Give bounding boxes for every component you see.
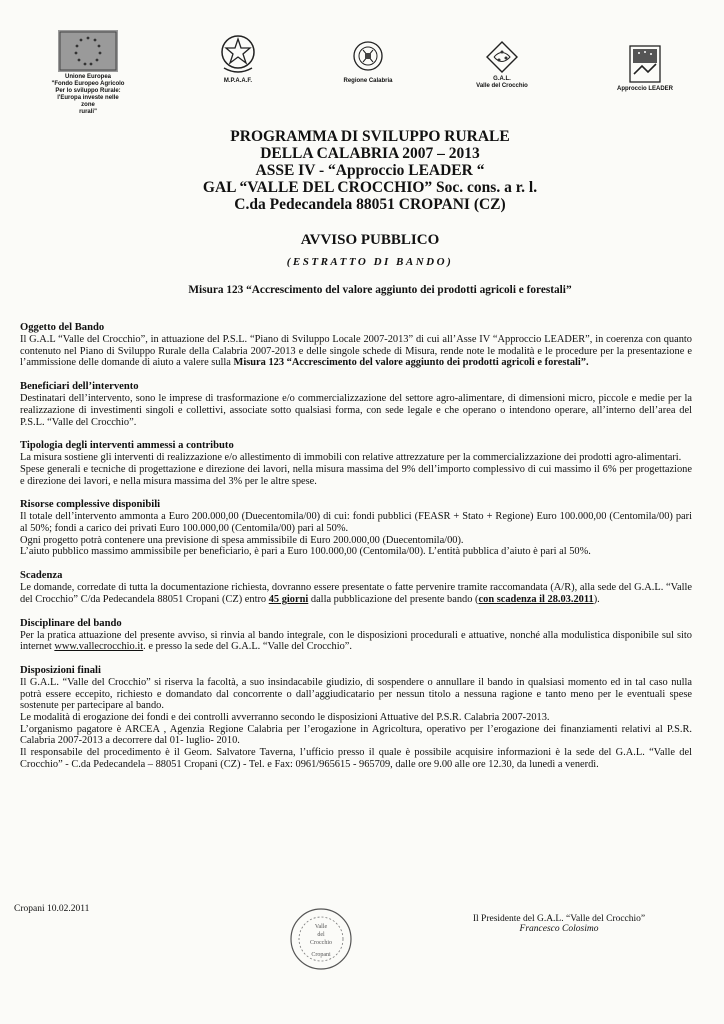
section-text: Spese generali e tecniche di progettazione e direzione dei lavori, nella misura massima del 9% dell’importo complessivo di cui massimo il 6% per progettazione e direzione dei lavori, e nella misura massima del 3% per le altre spese. — [20, 463, 692, 487]
title-line-5: C.da Pedecandela 88051 CROPANI (CZ) — [234, 196, 506, 213]
eu-flag-icon — [58, 30, 118, 72]
mipaaf-caption: M.P.A.A.F. — [223, 78, 253, 84]
leader-logo-icon — [628, 44, 662, 84]
section-tipologia — [20, 440, 692, 487]
section-disciplinare — [20, 618, 692, 653]
stamp-text-4: Cropani — [311, 952, 331, 958]
stamp-text-1: Valle — [314, 924, 328, 930]
eu-flag-logo — [50, 30, 126, 116]
title-block — [140, 128, 600, 213]
gal-caption-1: G.A.L. — [493, 76, 511, 82]
section-text: Destinatari dell’intervento, sono le imprese di trasformazione e/o commercializzazione del settore agro-alimentare, di dimensioni micro, piccole e medie per la realizzazione di investimenti singoli e collettivi, associate sotto qualsiasi forma, con sede legale e che operano o intendono operare, all’interno dell’area del P.S.L. “Valle del Crocchio”. — [20, 393, 692, 428]
section-heading: Scadenza — [20, 570, 63, 582]
section-beneficiari — [20, 381, 692, 428]
section-text — [20, 630, 692, 653]
title-line-3: ASSE IV - “Approccio LEADER “ — [255, 162, 485, 179]
regione-calabria-logo — [338, 36, 398, 85]
document-body — [20, 322, 692, 783]
section-text: Il responsabile del procedimento è il Geom. Salvatore Taverna, l’ufficio presso il quale è possibile acquisire informazioni è la sede del G.A.L. “Valle del Crocchio” - C.da Pedecandela – 88051 Cropani (CZ) - Tel. e Fax: 0961/965615 - 965709, dalle ore 9.00 alle ore 12.30, da lunedì a venerdì. — [20, 747, 692, 770]
section-text: Ogni progetto potrà contenere una previsione di spesa ammissibile di Euro 200.000,00 (Duecentomila/00). — [20, 534, 464, 546]
mipaaf-logo — [208, 30, 268, 85]
section-text: L’aiuto pubblico massimo ammissibile per beneficiario, è pari a Euro 100.000,00 (Centomila/00). L’entità pubblica d’aiuto è pari al 50%. — [20, 546, 591, 558]
section-heading: Oggetto del Bando — [20, 322, 105, 333]
scadenza-text-2: dalla pubblicazione del presente bando ( — [308, 593, 479, 605]
section-text: L’organismo pagatore è ARCEA , Agenzia Regione Calabria per l’erogazione in Agricoltura, operativo per l’erogazione dei finanziamenti relativi al P.S.R. Calabria 2007-2013 a decorrere dal 01- luglio- 2010. — [20, 723, 692, 747]
disciplinare-text-1: Per la pratica attuazione del presente avviso, si rinvia al bando integrale, con le disposizioni procedurali e attuative, nonché alla modulistica disponibile sul sito internet — [20, 629, 692, 653]
title-line-1: PROGRAMMA DI SVILUPPO RURALE — [230, 128, 510, 145]
eu-logo-caption-1: Unione Europea — [64, 74, 111, 80]
section-text: Il totale dell’intervento ammonta a Euro 200.000,00 (Duecentomila/00) di cui: fondi pubblici (FEASR + Stato + Regione) Euro 100.000,00 (Centomila/00) pari al 50%; fondi a carico dei privati Euro 100.000,00 (Centomila/00) pari al 50%. — [20, 511, 692, 535]
scadenza-data: con scadenza il 28.03.2011 — [478, 593, 594, 605]
regione-calabria-caption: Regione Calabria — [343, 78, 393, 84]
website-link[interactable]: www.vallecrocchio.it — [54, 641, 144, 653]
section-text: Le modalità di erogazione dei fondi e dei controlli avverranno secondo le disposizioni Attuative del P.S.R. Calabria 2007-2013. — [20, 712, 550, 724]
section-heading: Disciplinare del bando — [20, 617, 122, 629]
section-heading: Disposizioni finali — [20, 664, 101, 676]
signature-title: Il Presidente del G.A.L. “Valle del Crocchio” — [472, 914, 646, 924]
eu-logo-caption-2: "Fondo Europeo Agricolo — [51, 81, 125, 87]
leader-logo — [612, 44, 678, 93]
gal-valle-crocchio-logo-icon — [485, 40, 519, 74]
stamp-text-3: Crocchio — [310, 940, 332, 946]
leader-caption: Approccio LEADER — [616, 86, 673, 92]
signature-name: Francesco Colosimo — [519, 924, 599, 934]
section-text: Il G.A.L. “Valle del Crocchio” si riserva la facoltà, a suo insindacabile giudizio, di sospendere o annullare il bando in qualsiasi momento ed in tal caso nulla potrà essere eccepito, richiesto e domandato dal concorrente o dall’aggiudicatario per nessun titolo a nessuna ragione e tanto meno per le eventuali spese sostenute per partecipare al bando. — [20, 676, 692, 712]
eu-logo-caption-4: l'Europa investe nelle zone — [57, 95, 119, 108]
scadenza-text-1: Le domande, corredate di tutta la documentazione richiesta, dovranno essere presentate o fatte pervenire tramite raccomandata (A/R), alla sede del G.A.L. “Valle del Crocchio” C/da Pedecandela 88051 Cropani (CZ) entro — [20, 582, 692, 605]
regione-calabria-emblem-icon — [351, 36, 385, 76]
gal-logo — [472, 40, 532, 90]
section-heading: Tipologia degli interventi ammessi a contributo — [20, 440, 234, 452]
section-oggetto — [20, 322, 692, 369]
scadenza-text-3: ). — [593, 593, 600, 605]
scadenza-giorni: 45 giorni — [268, 593, 309, 605]
oggetto-text: Il G.A.L “Valle del Crocchio”, in attuazione del P.S.L. “Piano di Sviluppo Locale 2007-2013” di cui all’Asse IV “Approccio LEADER”, in coerenza con quanto contenuto nel Piano di Sviluppo Rurale della Calabria 2007-2013 e delle singole schede di Misura, rende note le modalità e le procedure per la presentazione e l’ammissione delle domande di aiuto a valere sulla — [20, 334, 692, 369]
eu-logo-caption-5: rurali" — [79, 109, 97, 115]
signature-block — [454, 914, 664, 934]
estratto-subheading: (ESTRATTO DI BANDO) — [286, 256, 454, 268]
title-line-2: DELLA CALABRIA 2007 – 2013 — [260, 145, 480, 162]
section-risorse — [20, 499, 692, 558]
section-heading: Risorse complessive disponibili — [20, 499, 161, 511]
avviso-heading: AVVISO PUBBLICO — [300, 232, 440, 248]
stamp-text-2: del — [317, 932, 325, 938]
italian-republic-emblem-icon — [218, 30, 258, 76]
misura-heading: Misura 123 “Accrescimento del valore aggiunto dei prodotti agricoli e forestali” — [188, 284, 572, 296]
eu-logo-caption-3: Per lo sviluppo Rurale: — [55, 88, 121, 94]
section-heading: Beneficiari dell’intervento — [20, 381, 139, 393]
section-text — [20, 582, 692, 605]
disciplinare-text-2: . e presso la sede del G.A.L. “Valle del Crocchio”. — [143, 641, 353, 653]
gal-caption-2: Valle del Crocchio — [476, 83, 528, 89]
title-line-4: GAL “VALLE DEL CROCCHIO” Soc. cons. a r. l. — [202, 179, 538, 196]
section-scadenza — [20, 570, 692, 605]
document-date: Cropani 10.02.2011 — [14, 904, 90, 914]
oggetto-misura-bold: Misura 123 “Accrescimento del valore aggiunto dei prodotti agricoli e forestali”. — [233, 357, 589, 369]
section-text — [20, 334, 692, 369]
section-text: La misura sostiene gli interventi di realizzazione e/o allestimento di immobili con relative attrezzature per la commercializzazione dei prodotti agro-alimentari. — [20, 452, 682, 464]
section-finali — [20, 665, 692, 771]
gal-stamp — [288, 906, 354, 972]
